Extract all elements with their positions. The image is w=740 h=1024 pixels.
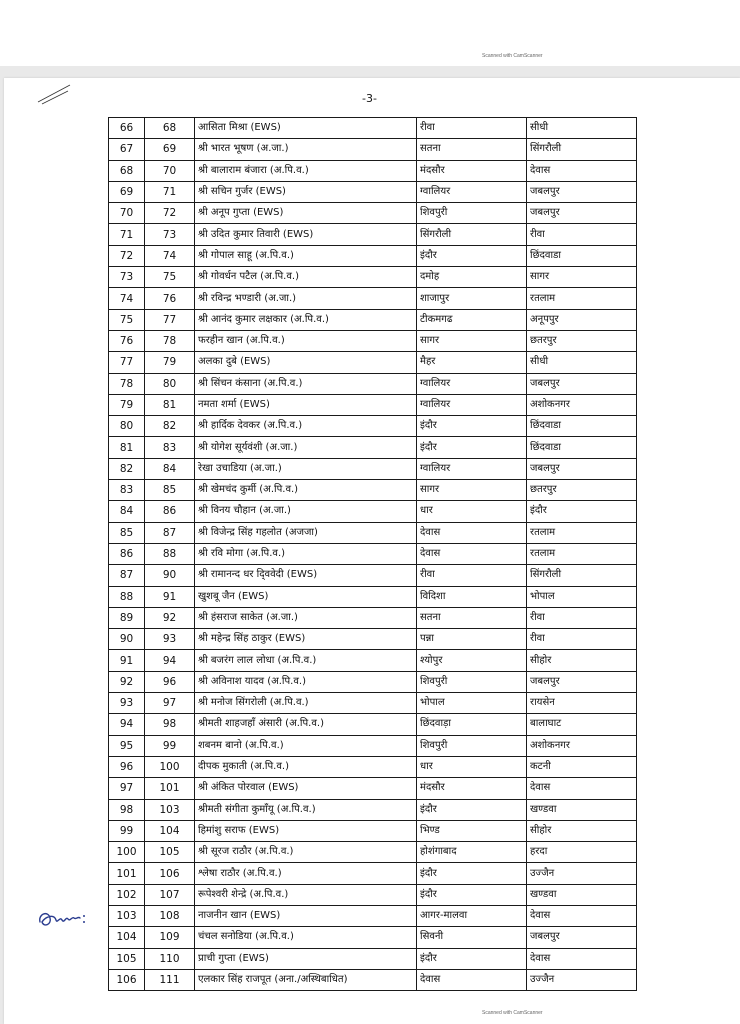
current-district-cell: रीवा xyxy=(417,565,527,586)
roll-number-cell: 107 xyxy=(145,884,195,905)
table-body xyxy=(109,118,637,991)
table-row xyxy=(109,650,637,671)
name-cell: श्री सूरज राठौर (अ.पि.व.) xyxy=(195,842,417,863)
posted-district-cell: देवास xyxy=(527,160,637,181)
name-cell: दीपक मुकाती (अ.पि.व.) xyxy=(195,756,417,777)
current-district-cell: ग्वालियर xyxy=(417,394,527,415)
current-district-cell: इंदौर xyxy=(417,884,527,905)
table-row xyxy=(109,352,637,373)
current-district-cell: इंदौर xyxy=(417,948,527,969)
current-district-cell: इंदौर xyxy=(417,863,527,884)
serial-number-cell: 91 xyxy=(109,650,145,671)
posted-district-cell: जबलपुर xyxy=(527,203,637,224)
posted-district-cell: छतरपुर xyxy=(527,330,637,351)
name-cell: खुशबू जैन (EWS) xyxy=(195,586,417,607)
current-district-cell: इंदौर xyxy=(417,245,527,266)
table-row xyxy=(109,842,637,863)
serial-number-cell: 68 xyxy=(109,160,145,181)
name-cell: श्री आनंद कुमार लक्षकार (अ.पि.व.) xyxy=(195,309,417,330)
current-district-cell: देवास xyxy=(417,543,527,564)
table-row xyxy=(109,799,637,820)
name-cell: श्री योगेश सूर्यवंशी (अ.जा.) xyxy=(195,437,417,458)
serial-number-cell: 78 xyxy=(109,373,145,394)
roll-number-cell: 94 xyxy=(145,650,195,671)
serial-number-cell: 105 xyxy=(109,948,145,969)
table-row xyxy=(109,905,637,926)
serial-number-cell: 76 xyxy=(109,330,145,351)
serial-number-cell: 106 xyxy=(109,969,145,990)
serial-number-cell: 100 xyxy=(109,842,145,863)
serial-number-cell: 95 xyxy=(109,735,145,756)
name-cell: श्री बजरंग लाल लोधा (अ.पि.व.) xyxy=(195,650,417,671)
table-row xyxy=(109,927,637,948)
current-district-cell: भोपाल xyxy=(417,693,527,714)
roll-number-cell: 74 xyxy=(145,245,195,266)
roll-number-cell: 79 xyxy=(145,352,195,373)
current-district-cell: इंदौर xyxy=(417,416,527,437)
serial-number-cell: 103 xyxy=(109,905,145,926)
serial-number-cell: 82 xyxy=(109,458,145,479)
current-district-cell: ग्वालियर xyxy=(417,458,527,479)
serial-number-cell: 92 xyxy=(109,671,145,692)
table-row xyxy=(109,756,637,777)
previous-page-strip xyxy=(0,0,740,66)
name-cell: श्री सचिन गुर्जर (EWS) xyxy=(195,181,417,202)
roll-number-cell: 104 xyxy=(145,820,195,841)
serial-number-cell: 80 xyxy=(109,416,145,437)
serial-number-cell: 89 xyxy=(109,607,145,628)
table-row xyxy=(109,820,637,841)
posted-district-cell: रतलाम xyxy=(527,543,637,564)
roll-number-cell: 88 xyxy=(145,543,195,564)
current-district-cell: मंदसौर xyxy=(417,778,527,799)
posted-district-cell: सीधी xyxy=(527,118,637,139)
current-district-cell: सागर xyxy=(417,330,527,351)
posted-district-cell: जबलपुर xyxy=(527,181,637,202)
posted-district-cell: कटनी xyxy=(527,756,637,777)
serial-number-cell: 87 xyxy=(109,565,145,586)
posted-district-cell: सिंगरौली xyxy=(527,139,637,160)
serial-number-cell: 74 xyxy=(109,288,145,309)
posted-district-cell: सीधी xyxy=(527,352,637,373)
serial-number-cell: 71 xyxy=(109,224,145,245)
name-cell: नाजनीन खान (EWS) xyxy=(195,905,417,926)
table-row xyxy=(109,373,637,394)
table-row xyxy=(109,267,637,288)
posted-district-cell: रतलाम xyxy=(527,288,637,309)
current-district-cell: इंदौर xyxy=(417,437,527,458)
serial-number-cell: 99 xyxy=(109,820,145,841)
serial-number-cell: 97 xyxy=(109,778,145,799)
roll-number-cell: 110 xyxy=(145,948,195,969)
table-row xyxy=(109,714,637,735)
name-cell: श्री गोपाल साहू (अ.पि.व.) xyxy=(195,245,417,266)
name-cell: श्री गोवर्धन पटैल (अ.पि.व.) xyxy=(195,267,417,288)
table-row xyxy=(109,181,637,202)
table-row xyxy=(109,330,637,351)
serial-number-cell: 96 xyxy=(109,756,145,777)
name-cell: फरहीन खान (अ.पि.व.) xyxy=(195,330,417,351)
roll-number-cell: 72 xyxy=(145,203,195,224)
posted-district-cell: अशोकनगर xyxy=(527,394,637,415)
roll-number-cell: 111 xyxy=(145,969,195,990)
roll-number-cell: 75 xyxy=(145,267,195,288)
roll-number-cell: 85 xyxy=(145,480,195,501)
roll-number-cell: 77 xyxy=(145,309,195,330)
roll-number-cell: 103 xyxy=(145,799,195,820)
current-district-cell: सागर xyxy=(417,480,527,501)
roll-number-cell: 78 xyxy=(145,330,195,351)
roll-number-cell: 101 xyxy=(145,778,195,799)
posted-district-cell: खण्डवा xyxy=(527,884,637,905)
name-cell: श्री भारत भूषण (अ.जा.) xyxy=(195,139,417,160)
name-cell: श्री अनूप गुप्ता (EWS) xyxy=(195,203,417,224)
name-cell: एलकार सिंह राजपूत (अना./अस्थिबाधित) xyxy=(195,969,417,990)
posted-district-cell: खण्डवा xyxy=(527,799,637,820)
posted-district-cell: देवास xyxy=(527,948,637,969)
roll-number-cell: 87 xyxy=(145,522,195,543)
table-row xyxy=(109,629,637,650)
posted-district-cell: रीवा xyxy=(527,629,637,650)
table-row xyxy=(109,586,637,607)
serial-number-cell: 85 xyxy=(109,522,145,543)
posted-district-cell: रतलाम xyxy=(527,522,637,543)
table-row xyxy=(109,671,637,692)
posted-district-cell: उज्जैन xyxy=(527,863,637,884)
serial-number-cell: 102 xyxy=(109,884,145,905)
name-cell: श्री महेन्द्र सिंह ठाकुर (EWS) xyxy=(195,629,417,650)
table-row xyxy=(109,884,637,905)
name-cell: श्री खेमचंद कुर्मी (अ.पि.व.) xyxy=(195,480,417,501)
current-district-cell: मैहर xyxy=(417,352,527,373)
posted-district-cell: जबलपुर xyxy=(527,671,637,692)
current-district-cell: श्योपुर xyxy=(417,650,527,671)
table-row xyxy=(109,245,637,266)
name-cell: प्राची गुप्ता (EWS) xyxy=(195,948,417,969)
current-district-cell: धार xyxy=(417,501,527,522)
current-district-cell: ग्वालियर xyxy=(417,181,527,202)
roll-number-cell: 91 xyxy=(145,586,195,607)
current-district-cell: धार xyxy=(417,756,527,777)
roll-number-cell: 82 xyxy=(145,416,195,437)
posted-district-cell: रीवा xyxy=(527,607,637,628)
posted-district-cell: देवास xyxy=(527,905,637,926)
posted-district-cell: अशोकनगर xyxy=(527,735,637,756)
current-district-cell: विदिशा xyxy=(417,586,527,607)
posted-district-cell: बालाघाट xyxy=(527,714,637,735)
current-district-cell: होशंगाबाद xyxy=(417,842,527,863)
roll-number-cell: 106 xyxy=(145,863,195,884)
posted-district-cell: सागर xyxy=(527,267,637,288)
table-row xyxy=(109,501,637,522)
roll-number-cell: 73 xyxy=(145,224,195,245)
name-cell: श्रीमती संगीता कुमाँयू (अ.पि.व.) xyxy=(195,799,417,820)
serial-number-cell: 98 xyxy=(109,799,145,820)
name-cell: श्री रामानन्द धर दि्ववेदी (EWS) xyxy=(195,565,417,586)
table-row xyxy=(109,288,637,309)
name-cell: चंचल सनोडिया (अ.पि.व.) xyxy=(195,927,417,948)
current-district-cell: देवास xyxy=(417,522,527,543)
current-district-cell: आगर-मालवा xyxy=(417,905,527,926)
name-cell: हिमांशु सराफ (EWS) xyxy=(195,820,417,841)
roll-number-cell: 76 xyxy=(145,288,195,309)
serial-number-cell: 67 xyxy=(109,139,145,160)
table-row xyxy=(109,522,637,543)
name-cell: श्री विनय चौहान (अ.जा.) xyxy=(195,501,417,522)
current-district-cell: पन्ना xyxy=(417,629,527,650)
name-cell: श्लेषा राठौर (अ.पि.व.) xyxy=(195,863,417,884)
serial-number-cell: 88 xyxy=(109,586,145,607)
posted-district-cell: सीहोर xyxy=(527,820,637,841)
table-row xyxy=(109,543,637,564)
posted-district-cell: छतरपुर xyxy=(527,480,637,501)
pen-mark-icon xyxy=(34,82,74,106)
table-row xyxy=(109,969,637,990)
current-district-cell: सतना xyxy=(417,139,527,160)
roll-number-cell: 97 xyxy=(145,693,195,714)
scanner-watermark-top: Scanned with CamScanner xyxy=(482,53,543,59)
current-district-cell: देवास xyxy=(417,969,527,990)
posted-district-cell: हरदा xyxy=(527,842,637,863)
table-row xyxy=(109,607,637,628)
posted-district-cell: छिंदवाडा xyxy=(527,416,637,437)
current-district-cell: सिंगरौली xyxy=(417,224,527,245)
table-row xyxy=(109,203,637,224)
name-cell: श्री विजेन्द्र सिंह गहलोत (अजजा) xyxy=(195,522,417,543)
table-row xyxy=(109,309,637,330)
posted-district-cell: अनूपपुर xyxy=(527,309,637,330)
table-row xyxy=(109,735,637,756)
roll-number-cell: 83 xyxy=(145,437,195,458)
serial-number-cell: 77 xyxy=(109,352,145,373)
name-cell: श्री अंकित पोरवाल (EWS) xyxy=(195,778,417,799)
name-cell: श्री रविन्द्र भण्डारी (अ.जा.) xyxy=(195,288,417,309)
serial-number-cell: 69 xyxy=(109,181,145,202)
posted-district-cell: रीवा xyxy=(527,224,637,245)
serial-number-cell: 81 xyxy=(109,437,145,458)
current-district-cell: दमोह xyxy=(417,267,527,288)
table-row xyxy=(109,778,637,799)
roll-number-cell: 99 xyxy=(145,735,195,756)
roll-number-cell: 86 xyxy=(145,501,195,522)
serial-number-cell: 79 xyxy=(109,394,145,415)
current-district-cell: भिण्ड xyxy=(417,820,527,841)
posted-district-cell: छिंदवाडा xyxy=(527,437,637,458)
serial-number-cell: 84 xyxy=(109,501,145,522)
posted-district-cell: सिंगरौली xyxy=(527,565,637,586)
roll-number-cell: 71 xyxy=(145,181,195,202)
serial-number-cell: 66 xyxy=(109,118,145,139)
roll-number-cell: 105 xyxy=(145,842,195,863)
roll-number-cell: 68 xyxy=(145,118,195,139)
transfer-table xyxy=(108,117,637,991)
table-row xyxy=(109,480,637,501)
name-cell: श्री हार्दिक देवकर (अ.पि.व.) xyxy=(195,416,417,437)
current-district-cell: टीकमगढ xyxy=(417,309,527,330)
posted-district-cell: जबलपुर xyxy=(527,373,637,394)
name-cell: रेखा उचाडिया (अ.जा.) xyxy=(195,458,417,479)
roll-number-cell: 98 xyxy=(145,714,195,735)
table-row xyxy=(109,394,637,415)
name-cell: श्री उदित कुमार तिवारी (EWS) xyxy=(195,224,417,245)
serial-number-cell: 75 xyxy=(109,309,145,330)
name-cell: श्री अविनाश यादव (अ.पि.व.) xyxy=(195,671,417,692)
current-district-cell: ग्वालियर xyxy=(417,373,527,394)
name-cell: श्री मनोज सिंगरोली (अ.पि.व.) xyxy=(195,693,417,714)
name-cell: श्री सिंचन कंसाना (अ.पि.व.) xyxy=(195,373,417,394)
posted-district-cell: छिंदवाडा xyxy=(527,245,637,266)
posted-district-cell: जबलपुर xyxy=(527,927,637,948)
serial-number-cell: 94 xyxy=(109,714,145,735)
serial-number-cell: 101 xyxy=(109,863,145,884)
name-cell: रूपेश्वरी शेन्द्रे (अ.पि.व.) xyxy=(195,884,417,905)
current-district-cell: रीवा xyxy=(417,118,527,139)
serial-number-cell: 73 xyxy=(109,267,145,288)
serial-number-cell: 104 xyxy=(109,927,145,948)
posted-district-cell: इंदौर xyxy=(527,501,637,522)
roll-number-cell: 84 xyxy=(145,458,195,479)
table-row xyxy=(109,863,637,884)
roll-number-cell: 81 xyxy=(145,394,195,415)
current-district-cell: शिवपुरी xyxy=(417,671,527,692)
table-row xyxy=(109,118,637,139)
roll-number-cell: 109 xyxy=(145,927,195,948)
roll-number-cell: 108 xyxy=(145,905,195,926)
table-row xyxy=(109,416,637,437)
serial-number-cell: 70 xyxy=(109,203,145,224)
roll-number-cell: 70 xyxy=(145,160,195,181)
posted-district-cell: सीहोर xyxy=(527,650,637,671)
current-district-cell: शिवपुरी xyxy=(417,735,527,756)
roll-number-cell: 80 xyxy=(145,373,195,394)
name-cell: श्री बालाराम बंजारा (अ.पि.व.) xyxy=(195,160,417,181)
name-cell: श्री रवि मोगा (अ.पि.व.) xyxy=(195,543,417,564)
table-row xyxy=(109,139,637,160)
roll-number-cell: 96 xyxy=(145,671,195,692)
name-cell: श्रीमती शाहजहाँ अंसारी (अ.पि.व.) xyxy=(195,714,417,735)
current-district-cell: मंदसौर xyxy=(417,160,527,181)
posted-district-cell: देवास xyxy=(527,778,637,799)
serial-number-cell: 83 xyxy=(109,480,145,501)
serial-number-cell: 93 xyxy=(109,693,145,714)
table-row xyxy=(109,160,637,181)
page-number: -3- xyxy=(362,92,377,105)
roll-number-cell: 93 xyxy=(145,629,195,650)
roll-number-cell: 100 xyxy=(145,756,195,777)
name-cell: आसिता मिश्रा (EWS) xyxy=(195,118,417,139)
roll-number-cell: 69 xyxy=(145,139,195,160)
current-district-cell: शिवपुरी xyxy=(417,203,527,224)
signature-icon xyxy=(34,904,90,934)
table-row xyxy=(109,224,637,245)
table-row xyxy=(109,693,637,714)
scanner-watermark-bottom: Scanned with CamScanner xyxy=(482,1010,543,1016)
posted-district-cell: रायसेन xyxy=(527,693,637,714)
serial-number-cell: 90 xyxy=(109,629,145,650)
table-row xyxy=(109,565,637,586)
current-district-cell: शाजापुर xyxy=(417,288,527,309)
name-cell: श्री हंसराज साकेत (अ.जा.) xyxy=(195,607,417,628)
posted-district-cell: भोपाल xyxy=(527,586,637,607)
current-district-cell: इंदौर xyxy=(417,799,527,820)
current-district-cell: सिवनी xyxy=(417,927,527,948)
current-district-cell: सतना xyxy=(417,607,527,628)
posted-district-cell: जबलपुर xyxy=(527,458,637,479)
table-row xyxy=(109,948,637,969)
current-district-cell: छिंदवाड़ा xyxy=(417,714,527,735)
serial-number-cell: 72 xyxy=(109,245,145,266)
serial-number-cell: 86 xyxy=(109,543,145,564)
name-cell: अलका दुबे (EWS) xyxy=(195,352,417,373)
table-row xyxy=(109,437,637,458)
roll-number-cell: 92 xyxy=(145,607,195,628)
table-row xyxy=(109,458,637,479)
posted-district-cell: उज्जैन xyxy=(527,969,637,990)
roll-number-cell: 90 xyxy=(145,565,195,586)
name-cell: नमता शर्मा (EWS) xyxy=(195,394,417,415)
name-cell: शबनम बानो (अ.पि.व.) xyxy=(195,735,417,756)
